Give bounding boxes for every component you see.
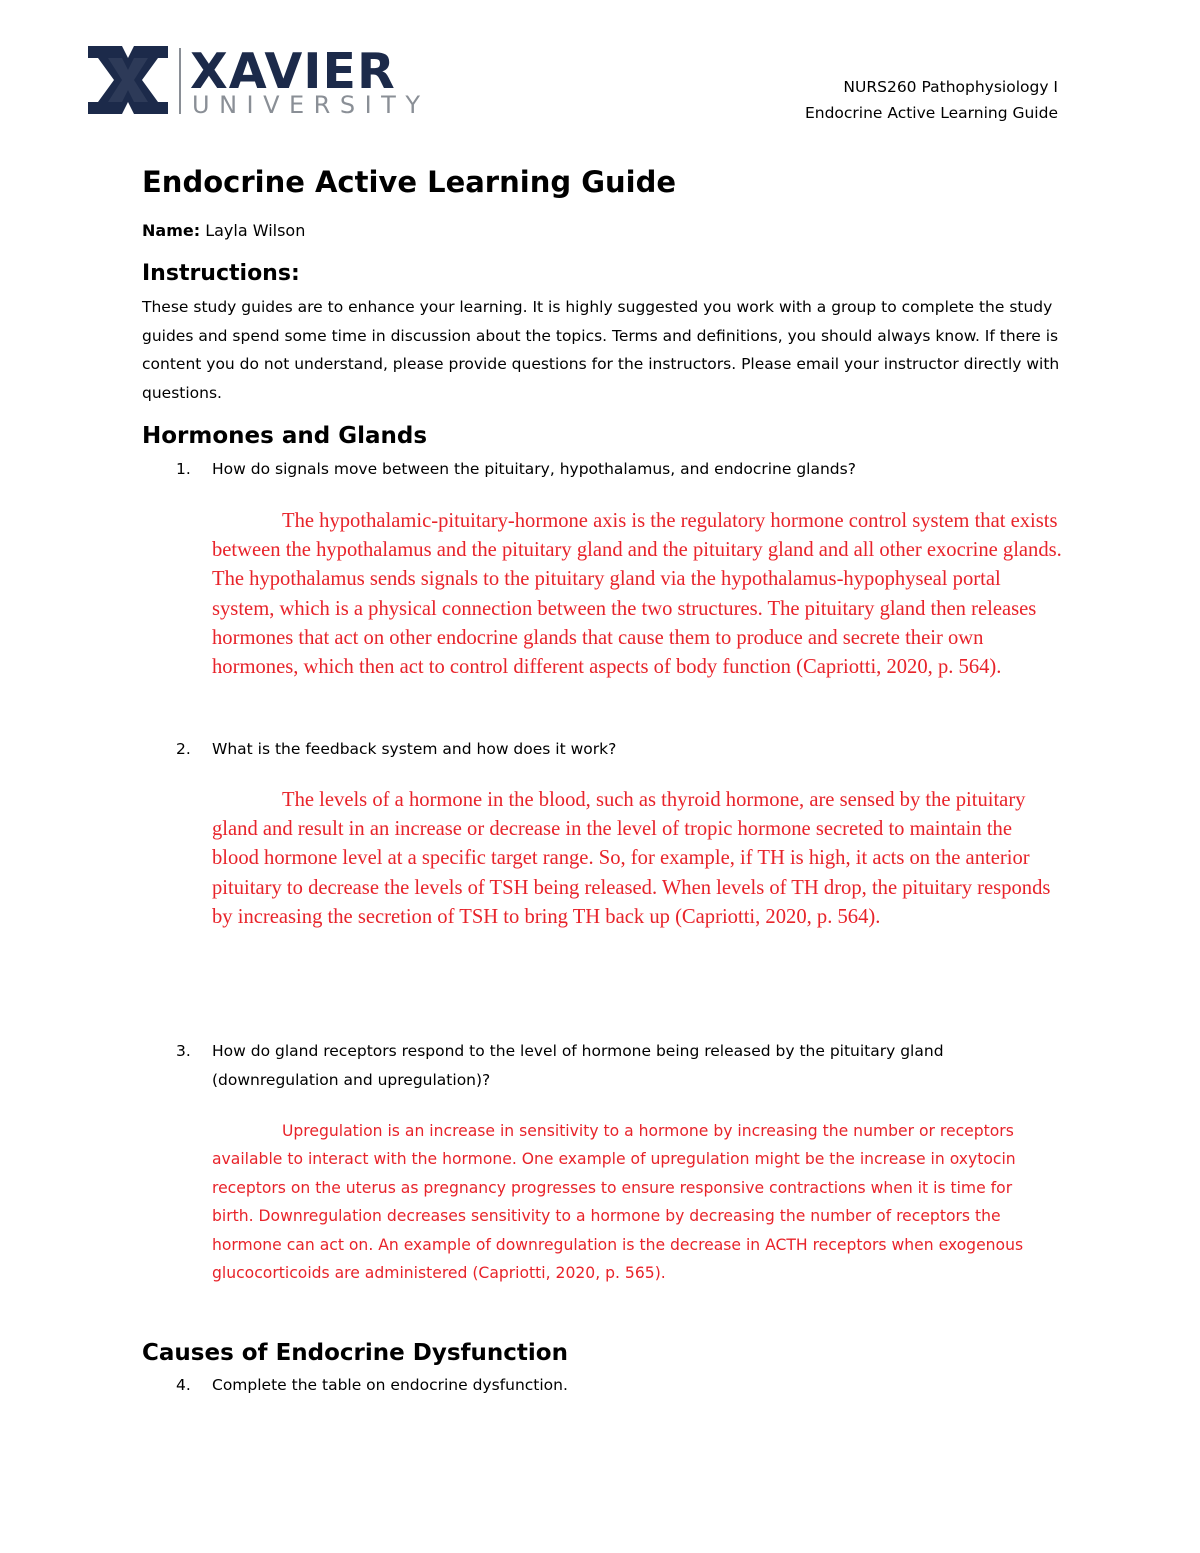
question-2: [142, 735, 1072, 764]
xavier-university-logo: [88, 44, 438, 116]
document-header: [805, 74, 1058, 126]
question-number: 2.: [176, 740, 191, 758]
question-4: [142, 1371, 1072, 1400]
question-text: How do gland receptors respond to the level of hormone being released by the pituitary gland (downregulation and upregulation)?: [212, 1042, 944, 1089]
name-label: Name:: [142, 221, 201, 240]
question-number: 1.: [176, 460, 191, 478]
section-heading-hormones-glands: Hormones and Glands: [142, 423, 428, 449]
question-text: How do signals move between the pituitary, hypothalamus, and endocrine glands?: [212, 460, 856, 478]
header-course: NURS260 Pathophysiology I: [843, 78, 1058, 96]
x-mark-icon: [88, 46, 168, 114]
instructions-body: These study guides are to enhance your learning. It is highly suggested you work with a group to complete the study guides and spend some time in discussion about the topics. Terms and definitions, you should always know. If there is content you do not understand, please provide questions for the instructors. Please email your instructor directly with questions.: [142, 298, 1060, 402]
question-1: [142, 455, 1072, 484]
question-text: What is the feedback system and how does it work?: [212, 740, 617, 758]
logo-brand-primary: XAVIER: [190, 44, 396, 100]
question-number: 4.: [176, 1376, 191, 1394]
page-title: Endocrine Active Learning Guide: [142, 165, 677, 199]
question-3: [142, 1037, 1072, 1094]
instructions-heading: Instructions:: [142, 261, 300, 286]
question-number: 3.: [176, 1042, 191, 1060]
answer-2: The levels of a hormone in the blood, such as thyroid hormone, are sensed by the pituitary gland and result in an increase or decrease in the level of tropic hormone secreted to maintain the blood hormone level at a specific target range. So, for example, if TH is high, it acts on the anterior pituitary to decrease the levels of TSH being released. When levels of TH drop, the pituitary responds by increasing the secretion of TSH to bring TH back up (Capriotti, 2020, p. 564).: [212, 789, 1051, 928]
answer-3: Upregulation is an increase in sensitivity to a hormone by increasing the number or receptors available to interact with the hormone. One example of upregulation might be the increase in oxytocin receptors on the uterus as pregnancy progresses to ensure responsive contractions when it is time for birth. Downregulation decreases sensitivity to a hormone by decreasing the number of receptors the hormone can act on. An example of downregulation is the decrease in ACTH receptors when exogenous glucocorticoids are administered (Capriotti, 2020, p. 565).: [212, 1122, 1024, 1283]
answer-1: The hypothalamic-pituitary-hormone axis is the regulatory hormone control system that exists between the hypothalamus and the pituitary gland and the pituitary gland and all other exocrine glands. The hypothalamus sends signals to the pituitary gland via the hypothalamus-hypophyseal portal system, which is a physical connection between the two structures. The pituitary gland then releases hormones that act on other endocrine glands that cause them to produce and secrete their own hormones, which then act to control different aspects of body function (Capriotti, 2020, p. 564).: [212, 510, 1062, 679]
logo-brand-secondary: UNIVERSITY: [192, 91, 430, 116]
question-text: Complete the table on endocrine dysfunction.: [212, 1376, 568, 1394]
header-guide-title: Endocrine Active Learning Guide: [804, 104, 1058, 122]
section-heading-causes-endocrine-dysfunction: Causes of Endocrine Dysfunction: [142, 1340, 568, 1366]
name-line: [142, 219, 305, 243]
name-value: Layla Wilson: [205, 221, 306, 240]
